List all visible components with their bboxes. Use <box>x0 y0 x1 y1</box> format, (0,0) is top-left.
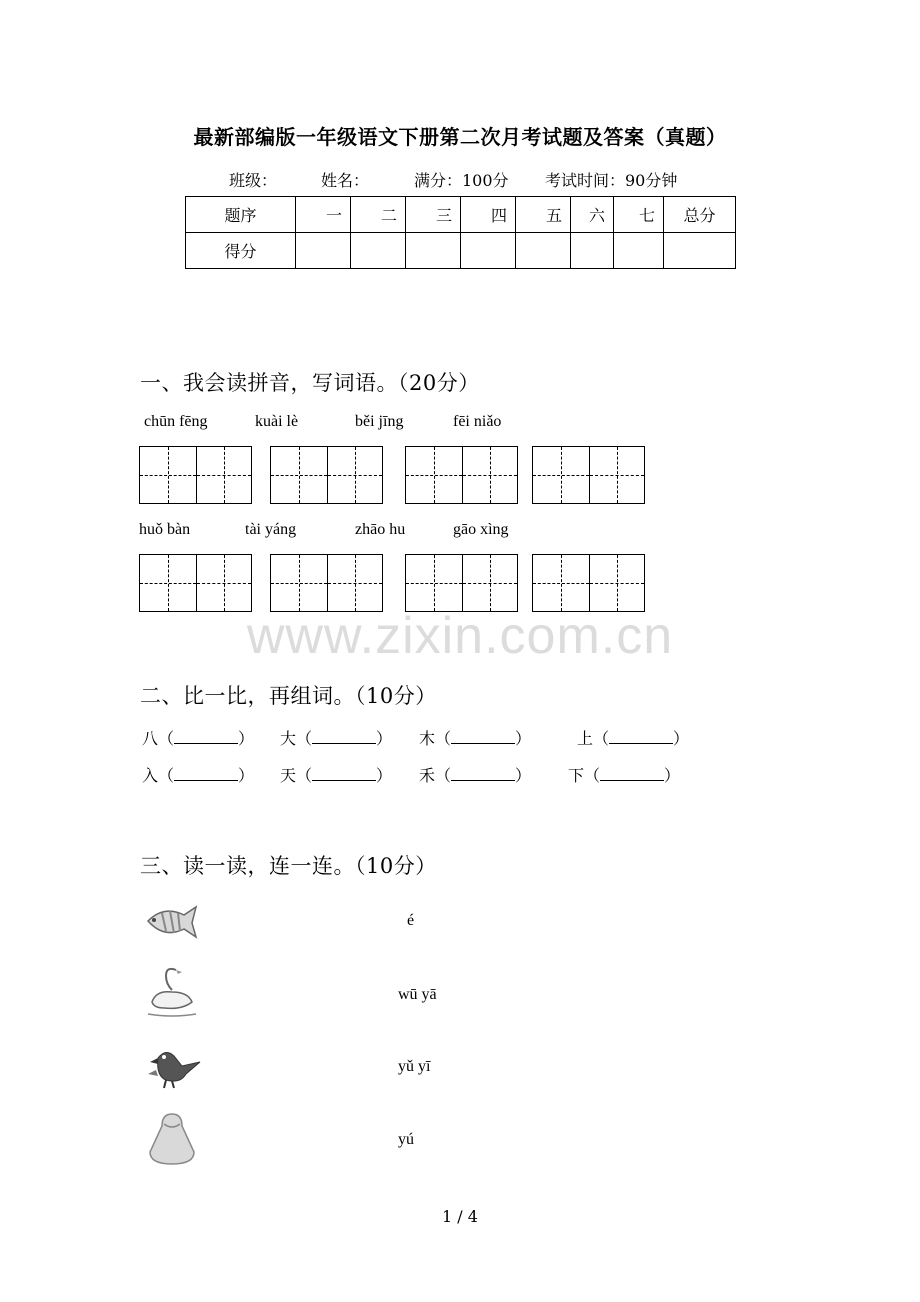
compare-char: 入（ <box>142 766 175 785</box>
writing-cell[interactable] <box>533 555 589 611</box>
pinyin-label: zhāo hu <box>355 521 406 538</box>
writing-cell[interactable] <box>327 447 383 503</box>
writing-cell[interactable] <box>140 555 196 611</box>
pinyin-answer[interactable]: é <box>407 912 415 929</box>
compare-item <box>142 726 254 749</box>
score-cell[interactable] <box>406 233 461 269</box>
score-table-header-cell: 题序 <box>186 197 296 233</box>
pinyin-label: kuài lè <box>255 413 299 430</box>
score-table-header-cell: 七 <box>614 197 664 233</box>
writing-cell[interactable] <box>406 447 462 503</box>
score-table <box>185 196 736 269</box>
watermark: www.zixin.com.cn <box>246 607 674 665</box>
compare-item <box>568 763 680 786</box>
writing-cell[interactable] <box>589 447 645 503</box>
pinyin-answer[interactable]: yú <box>398 1131 414 1148</box>
pinyin-label: tài yáng <box>245 521 297 538</box>
compare-char: 上（ <box>577 729 610 748</box>
compare-char: 禾（ <box>419 766 452 785</box>
writing-cell[interactable] <box>196 555 252 611</box>
compare-close: ） <box>664 766 681 785</box>
writing-grid[interactable] <box>405 446 518 504</box>
compare-item <box>419 763 531 786</box>
score-cell[interactable] <box>664 233 736 269</box>
compare-close: ） <box>376 766 393 785</box>
writing-cell[interactable] <box>533 447 589 503</box>
writing-grid[interactable] <box>532 446 645 504</box>
answer-blank[interactable] <box>174 766 238 781</box>
writing-grid[interactable] <box>139 446 252 504</box>
writing-cell[interactable] <box>462 555 518 611</box>
exam-time-label: 考试时间：90分钟 <box>545 171 678 190</box>
compare-item <box>280 763 392 786</box>
section-3-heading: 三、读一读，连一连。（10分） <box>140 854 437 878</box>
writing-cell[interactable] <box>406 555 462 611</box>
fish-picture[interactable] <box>142 893 202 953</box>
score-table-score-row <box>186 233 736 269</box>
writing-grid[interactable] <box>270 554 383 612</box>
compare-char: 天（ <box>280 766 313 785</box>
score-cell[interactable] <box>516 233 571 269</box>
answer-blank[interactable] <box>312 766 376 781</box>
score-table-header-cell: 五 <box>516 197 571 233</box>
answer-blank[interactable] <box>600 766 664 781</box>
score-table-header-cell: 总分 <box>664 197 736 233</box>
score-table-header-cell: 四 <box>461 197 516 233</box>
writing-cell[interactable] <box>196 447 252 503</box>
full-score-label: 满分：100分 <box>414 171 509 190</box>
answer-blank[interactable] <box>609 729 673 744</box>
pinyin-label: chūn fēng <box>144 413 208 430</box>
compare-close: ） <box>238 766 255 785</box>
answer-blank[interactable] <box>451 729 515 744</box>
writing-grid[interactable] <box>405 554 518 612</box>
score-cell[interactable] <box>614 233 664 269</box>
compare-char: 八（ <box>142 729 175 748</box>
writing-cell[interactable] <box>271 555 327 611</box>
pinyin-label: běi jīng <box>355 413 404 430</box>
writing-grid[interactable] <box>270 446 383 504</box>
compare-close: ） <box>673 729 690 748</box>
pinyin-label: fēi niǎo <box>453 413 502 430</box>
raincoat-picture[interactable] <box>142 1108 202 1168</box>
score-table-header-cell: 一 <box>296 197 351 233</box>
section-1-heading: 一、我会读拼音，写词语。（20分） <box>140 371 480 395</box>
score-table-row-label: 得分 <box>186 233 296 269</box>
answer-blank[interactable] <box>174 729 238 744</box>
score-cell[interactable] <box>296 233 351 269</box>
compare-item <box>142 763 254 786</box>
writing-grid[interactable] <box>532 554 645 612</box>
score-table-header-cell: 六 <box>571 197 614 233</box>
pinyin-answer[interactable]: yǔ yī <box>398 1058 431 1075</box>
score-cell[interactable] <box>571 233 614 269</box>
pinyin-answer[interactable]: wū yā <box>398 986 437 1003</box>
section-2-heading: 二、比一比，再组词。（10分） <box>140 684 437 708</box>
crow-picture[interactable] <box>142 1040 202 1100</box>
name-label: 姓名： <box>321 171 370 190</box>
compare-char: 大（ <box>280 729 313 748</box>
score-table-header-cell: 二 <box>351 197 406 233</box>
compare-item <box>577 726 689 749</box>
writing-cell[interactable] <box>140 447 196 503</box>
score-table-header-row <box>186 197 736 233</box>
compare-item <box>419 726 531 749</box>
compare-char: 下（ <box>568 766 601 785</box>
writing-cell[interactable] <box>327 555 383 611</box>
page-number: 1 / 4 <box>442 1207 478 1226</box>
compare-close: ） <box>376 729 393 748</box>
pinyin-label: huǒ bàn <box>139 521 191 538</box>
compare-item <box>280 726 392 749</box>
class-label: 班级： <box>229 171 278 190</box>
compare-close: ） <box>515 766 532 785</box>
writing-cell[interactable] <box>462 447 518 503</box>
compare-close: ） <box>238 729 255 748</box>
writing-cell[interactable] <box>589 555 645 611</box>
answer-blank[interactable] <box>312 729 376 744</box>
swan-picture[interactable] <box>142 962 202 1022</box>
compare-char: 木（ <box>419 729 452 748</box>
page-title: 最新部编版一年级语文下册第二次月考试题及答案（真题） <box>193 125 727 149</box>
writing-grid[interactable] <box>139 554 252 612</box>
writing-cell[interactable] <box>271 447 327 503</box>
compare-close: ） <box>515 729 532 748</box>
answer-blank[interactable] <box>451 766 515 781</box>
score-cell[interactable] <box>351 233 406 269</box>
pinyin-label: gāo xìng <box>453 521 509 538</box>
score-table-header-cell: 三 <box>406 197 461 233</box>
score-cell[interactable] <box>461 233 516 269</box>
